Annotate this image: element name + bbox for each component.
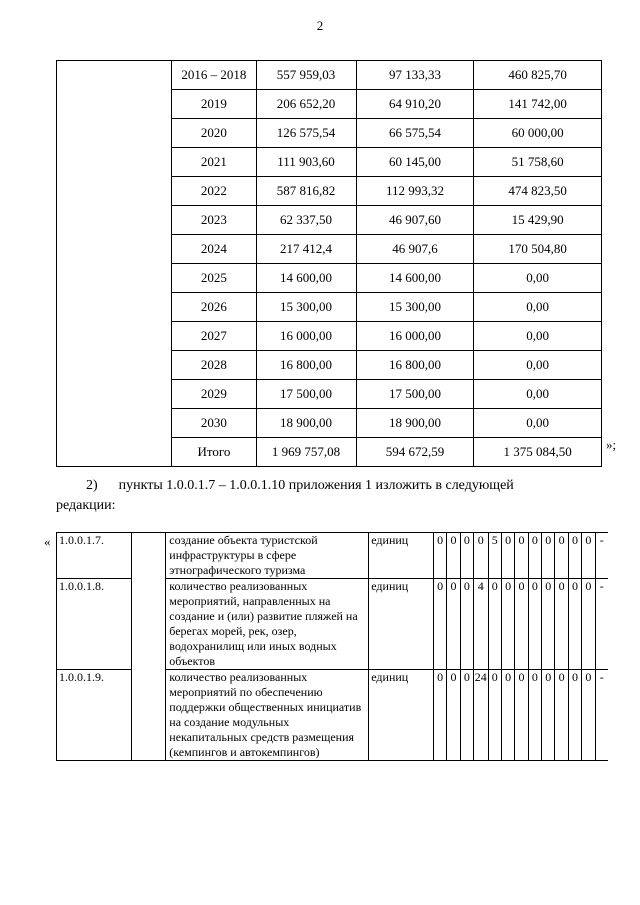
value-cell: 0 — [460, 579, 473, 670]
regional-cell: 0,00 — [474, 380, 602, 409]
value-cell: 5 — [488, 533, 501, 579]
value-cell: 0 — [568, 579, 581, 670]
value-cell: 0 — [474, 533, 488, 579]
regional-cell: 474 823,50 — [474, 177, 602, 206]
period-cell: 2025 — [172, 264, 256, 293]
regional-cell: 141 742,00 — [474, 90, 602, 119]
federal-cell: 15 300,00 — [356, 293, 474, 322]
unit-cell: единиц — [369, 533, 434, 579]
value-cell: - — [595, 533, 608, 579]
value-cell: - — [595, 670, 608, 761]
closing-quote: »; — [606, 437, 617, 452]
federal-cell: 14 600,00 — [356, 264, 474, 293]
federal-cell: 60 145,00 — [356, 148, 474, 177]
item-code: 1.0.0.1.7. — [57, 533, 132, 579]
value-cell: 0 — [447, 670, 460, 761]
total-cell: 62 337,50 — [256, 206, 356, 235]
regional-cell: 0,00 — [474, 322, 602, 351]
paragraph-line-2: редакции: — [56, 498, 116, 513]
value-cell: 0 — [582, 670, 595, 761]
value-cell: 0 — [555, 579, 568, 670]
period-cell: 2026 — [172, 293, 256, 322]
federal-cell: 112 993,32 — [356, 177, 474, 206]
value-cell: 0 — [582, 579, 595, 670]
value-cell: 0 — [515, 670, 528, 761]
period-cell: 2027 — [172, 322, 256, 351]
period-cell: 2028 — [172, 351, 256, 380]
paragraph-line-1: 2) пункты 1.0.0.1.7 – 1.0.0.1.10 приложения 1 изложить в следующей — [86, 478, 514, 493]
period-cell: Итого — [172, 438, 256, 467]
unit-cell: единиц — [369, 670, 434, 761]
value-cell: 0 — [568, 533, 581, 579]
item-code: 1.0.0.1.9. — [57, 670, 132, 761]
federal-cell: 64 910,20 — [356, 90, 474, 119]
value-cell: 0 — [460, 670, 473, 761]
regional-cell: 0,00 — [474, 351, 602, 380]
regional-cell: 460 825,70 — [474, 61, 602, 90]
total-cell: 15 300,00 — [256, 293, 356, 322]
value-cell: 0 — [555, 533, 568, 579]
total-cell: 557 959,03 — [256, 61, 356, 90]
period-cell: 2030 — [172, 409, 256, 438]
regional-cell: 0,00 — [474, 409, 602, 438]
value-cell: 0 — [433, 670, 446, 761]
federal-cell: 18 900,00 — [356, 409, 474, 438]
federal-cell: 97 133,33 — [356, 61, 474, 90]
indicator-description: создание объекта туристской инфраструктуры в сфере этнографического туризма — [166, 533, 369, 579]
value-cell: 0 — [460, 533, 473, 579]
value-cell: 24 — [474, 670, 488, 761]
regional-cell: 1 375 084,50 — [474, 438, 602, 467]
table-row — [57, 61, 602, 90]
indicator-description: количество реализованных мероприятий по обеспечению поддержки общественных инициатив на создание модульных некапитальных средств размещения (кемпингов и автокемпингов) — [166, 670, 369, 761]
total-cell: 126 575,54 — [256, 119, 356, 148]
page-number: 2 — [316, 18, 324, 33]
value-cell: 0 — [488, 670, 501, 761]
federal-cell: 66 575,54 — [356, 119, 474, 148]
federal-cell: 17 500,00 — [356, 380, 474, 409]
value-cell: 0 — [515, 533, 528, 579]
indicator-description: количество реализованных мероприятий, направленных на создание и (или) развитие пляжей на берегах морей, рек, озер, водохранилищ или иных водных объектов — [166, 579, 369, 670]
empty-merged-cell — [131, 533, 166, 761]
value-cell: 0 — [555, 670, 568, 761]
value-cell: 0 — [528, 670, 541, 761]
regional-cell: 170 504,80 — [474, 235, 602, 264]
value-cell: 0 — [433, 533, 446, 579]
value-cell: 0 — [447, 533, 460, 579]
total-cell: 111 903,60 — [256, 148, 356, 177]
period-cell: 2023 — [172, 206, 256, 235]
regional-cell: 60 000,00 — [474, 119, 602, 148]
value-cell: 0 — [568, 670, 581, 761]
federal-cell: 46 907,6 — [356, 235, 474, 264]
total-cell: 17 500,00 — [256, 380, 356, 409]
value-cell: 0 — [542, 533, 555, 579]
total-cell: 217 412,4 — [256, 235, 356, 264]
total-cell: 18 900,00 — [256, 409, 356, 438]
value-cell: 0 — [501, 670, 514, 761]
federal-cell: 594 672,59 — [356, 438, 474, 467]
total-cell: 16 000,00 — [256, 322, 356, 351]
value-cell: 0 — [501, 579, 514, 670]
value-cell: 0 — [528, 579, 541, 670]
value-cell: 0 — [542, 670, 555, 761]
regional-cell: 0,00 — [474, 293, 602, 322]
value-cell: 0 — [433, 579, 446, 670]
funding-table — [56, 60, 602, 467]
value-cell: 0 — [447, 579, 460, 670]
federal-cell: 46 907,60 — [356, 206, 474, 235]
federal-cell: 16 800,00 — [356, 351, 474, 380]
total-cell: 16 800,00 — [256, 351, 356, 380]
period-cell: 2021 — [172, 148, 256, 177]
value-cell: - — [595, 579, 608, 670]
item-code: 1.0.0.1.8. — [57, 579, 132, 670]
regional-cell: 51 758,60 — [474, 148, 602, 177]
value-cell: 0 — [528, 533, 541, 579]
total-cell: 587 816,82 — [256, 177, 356, 206]
value-cell: 0 — [488, 579, 501, 670]
value-cell: 4 — [474, 579, 488, 670]
total-cell: 14 600,00 — [256, 264, 356, 293]
value-cell: 0 — [515, 579, 528, 670]
value-cell: 0 — [542, 579, 555, 670]
total-cell: 1 969 757,08 — [256, 438, 356, 467]
period-cell: 2020 — [172, 119, 256, 148]
opening-quote: « — [44, 534, 51, 549]
period-cell: 2019 — [172, 90, 256, 119]
total-cell: 206 652,20 — [256, 90, 356, 119]
period-cell: 2022 — [172, 177, 256, 206]
value-cell: 0 — [582, 533, 595, 579]
empty-merged-cell — [57, 61, 172, 467]
regional-cell: 0,00 — [474, 264, 602, 293]
value-cell: 0 — [501, 533, 514, 579]
period-cell: 2024 — [172, 235, 256, 264]
indicators-table — [56, 532, 608, 761]
period-cell: 2016 – 2018 — [172, 61, 256, 90]
federal-cell: 16 000,00 — [356, 322, 474, 351]
period-cell: 2029 — [172, 380, 256, 409]
unit-cell: единиц — [369, 579, 434, 670]
table-row — [57, 533, 609, 579]
regional-cell: 15 429,90 — [474, 206, 602, 235]
